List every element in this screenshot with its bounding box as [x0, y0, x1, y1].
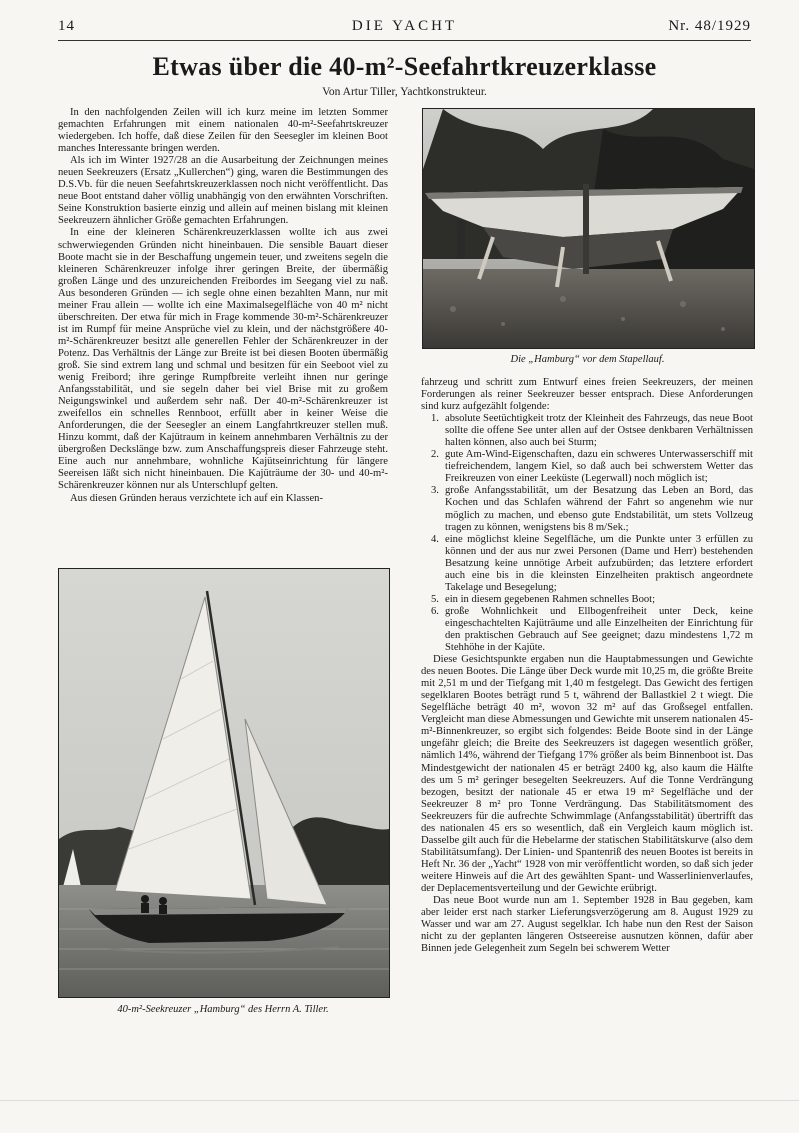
paragraph: Aus diesen Gründen heraus verzichtete ich auf ein Klassen-: [70, 492, 323, 504]
paragraph: In den nachfolgenden Zeilen will ich kurz meine im letzten Sommer gemachten Erfahrungen mit einem nationalen 40-m²-Seefahrtskreuzer wiedergeben. Ich hoffe, daß diese Zeilen für den Seesegler im kleinen Boot manches Interessante bringen werden.: [58, 107, 388, 155]
list-text: große Wohnlichkeit und Ellbogenfreiheit unter Deck, keine eingeschachtelten Kajüträume und alle Einzelheiten der Einrichtung für den praktischen Gebrauch auf See geeignet; dazu mindestens 1,72 m Stehhöhe in der Kajüte.: [445, 605, 753, 654]
list-text: absolute Seetüchtigkeit trotz der Kleinheit des Fahrzeugs, das neue Boot sollte die offene See unter allen auf der Ostsee denkbaren Verhältnissen halten können, also auch bei Sturm;: [445, 413, 753, 449]
list-number: 1.: [431, 413, 439, 425]
running-header: [58, 18, 751, 38]
list-item: [431, 485, 753, 533]
article-byline: Von Artur Tiller, Yachtkonstrukteur.: [322, 86, 487, 98]
list-number: 2.: [431, 449, 439, 461]
list-number: 4.: [431, 533, 439, 545]
photo-sailing-yacht: [58, 568, 390, 998]
list-text: eine möglichst kleine Segelfläche, um die Punkte unter 3 erfüllen zu können und der aus nur zwei Personen (Dame und Herr) bestehenden Besatzung keine unnötige Arbeit aufzubürden; das letztere erfordert auch eine bis in die kleinsten Einzelheiten praktisch angeordnete Takelage und Besegelung;: [445, 533, 753, 593]
list-item: [431, 413, 753, 449]
article-title: Etwas über die 40-m²-Seefahrtkreuzerklasse: [152, 52, 657, 81]
page-bottom-rule: [0, 1100, 799, 1101]
requirements-list: [421, 413, 753, 654]
list-number: 3.: [431, 485, 439, 497]
list-item: [431, 449, 753, 485]
paragraph: Diese Gesichtspunkte ergaben nun die Hauptabmessungen und Gewichte des neuen Bootes. Die Länge über Deck wurde mit 10,25 m, die größte Breite mit 2,51 m und der Tiefgang mit 1,40 m festgelegt. Das Gewicht des fertigen segelklaren Bootes beträgt rund 5 t, während der Ballastkiel 2 t wiegt. Die Segelfläche beträgt 40 m², wovon 32 m² auf das Großsegel entfallen. Vergleicht man diese Abmessungen und Gewichte mit unserem nationalen 45-m²-Binnenkreuzer, so ergibt sich folgendes: Beide Boote sind in der Länge ungefähr gleich; die Breite des Seekreuzers ist dagegen wesentlich größer, nämlich 14%, während der Tiefgang 17% größer als beim Binnenboot ist. Das Mindestgewicht der nationalen 45 er beträgt 2400 kg, also kaum die Hälfte des um 5 m² geringer besegelten Seekreuzers. Auf die Tonne Verdrängung bezogen, besitzt der nationale 45 er etwa 19 m² Segelfläche und der Seekreuzer 8 m² pro Tonne Verdrängung. Das Stabilitätsmoment des Seekreuzers für die aufrechte Schwimmlage (Anfangsstabilität) übertrifft das des nationalen 45 ers so wesentlich, daß ein Vergleich kaum möglich ist. Dasselbe gilt auch für die Hebelarme der statischen Stabilitätskurve (also dem Stabilitätsumfang). Der Linien- und Spantenriß des neuen Bootes ist bereits in Heft Nr. 36 der „Yacht“ 1928 von mir veröffentlicht worden, so daß sich jeder weitere Hinweis auf die Art des gewählten Spant- und Wasserlinienverlaufes, der Deplacementsverteilung und der Gewichte erübrigt.: [421, 654, 753, 894]
issue-number: Nr. 48/1929: [668, 18, 751, 34]
list-number: 6.: [431, 605, 439, 617]
figure-caption: 40-m²-Seekreuzer „Hamburg“ des Herrn A. Tiller.: [117, 1004, 329, 1015]
journal-title: DIE YACHT: [351, 18, 458, 34]
list-item: [431, 534, 753, 594]
right-column-text: [421, 377, 753, 1017]
list-item: [431, 606, 753, 654]
paragraph: fahrzeug und schritt zum Entwurf eines freien Seekreuzers, der meinen Forderungen als reiner Seekreuzer besser entsprach. Diese Anforderungen sind kurz aufgezählt folgende:: [421, 377, 753, 413]
left-column-text: [58, 107, 388, 559]
photo-boat-on-slipway: [422, 108, 755, 349]
list-text: große Anfangsstabilität, um der Besatzung das Leben an Bord, das Kochen und das Schlafen während der Fahrt so angenehm wie nur möglich zu machen, und ebenso gute Endstabilität, um stets Vollzeug tragen zu können, wenigstens bis 8 m/Sek.;: [445, 485, 753, 533]
list-text: gute Am-Wind-Eigenschaften, dazu ein schweres Unterwasserschiff mit tiefreichendem, langem Kiel, so daß auch bei schwerstem Wetter das Freikreuzen von einer Leeküste (Legerwall) noch möglich ist;: [445, 449, 753, 485]
page-number: 14: [58, 18, 75, 34]
list-item: [431, 594, 753, 606]
list-text: ein in diesem gegebenen Rahmen schnelles Boot;: [445, 593, 656, 605]
list-number: 5.: [431, 593, 439, 605]
paragraph: In eine der kleineren Schärenkreuzerklassen wollte ich aus zwei schwerwiegenden Gründen nicht hineinbauen. Die sensible Bauart dieser Boote macht sie in der Beschaffung ungemein teuer, und zweitens segeln die kleineren Schärenkreuzer infolge ihrer geringen Breite, der übermäßig großen Länge und des unzureichenden Freibordes im Seegang viel zu naß. Aus besonderen Gründen — ich segle ohne einen bezahlten Mann, nur mit meiner Frau allein — wollte ich eine Maximalsegelfläche von 40 m² nicht überschreiten. Der etwa für mich in Frage kommende 30-m²-Schärenkreuzer ist im Rumpf für meine Ansprüche viel zu klein, und der nächstgrößere 40-m²-Schärenkreuzer besitzt alle generellen Fehler der Schärenkreuzer in der Potenz. Das Verhältnis der Länge zur Breite ist bei diesen Booten übermäßig groß. Sie sind extrem lang und schmal und besitzen für ein Seeboot viel zu wenig Freibord; ihre geringe Rumpfbreite verleiht ihnen nur geringe Anfangsstabilität, und sie segeln daher bei viel Brise mit zu großem Neigungswinkel und außerdem sehr naß. Der 40-m²-Schärenkreuzer ist zweifellos ein schnelles Rennboot, erfüllt aber in keiner Weise die Anforderungen, die der Seesegler an einem Langfahrtkreuzer stellen muß. Hinzu kommt, daß der Kajütraum in keinem annehmbaren Verhältnis zu der übergroßen Deckslänge bzw. zum Anschaffungspreis dieser Fahrzeuge steht. Eine auch nur annehmbare, wohnliche Kajütseinrichtung für längere Seereisen läßt sich nicht hineinbauen. Die Kajüträume der 30- und 40-m²-Schärenkreuzer können nur als Unterschlupf gelten.: [58, 227, 388, 492]
figure-caption: Die „Hamburg“ vor dem Stapellauf.: [510, 354, 665, 365]
header-rule: [58, 40, 751, 41]
paragraph: Als ich im Winter 1927/28 an die Ausarbeitung der Zeichnungen meines neuen Seekreuzers (Ersatz „Kullerchen“) ging, waren die Bestimmungen des D.S.Vb. für die neuen Seefahrtskreuzerklassen noch nicht veröffentlicht. Das neue Boot entstand daher völlig unabhängig von den erwähnten Vorschriften. Seine Konstruktion basierte einzig und allein auf meinen bislang mit kleinen Seekreuzern ähnlicher Größe gemachten Erfahrungen.: [58, 155, 388, 227]
paragraph: Das neue Boot wurde nun am 1. September 1928 in Bau gegeben, kam aber leider erst nach starker Lieferungsverzögerung am 8. August 1929 zu Wasser und war am 27. August segelklar. Ich habe nun den Rest der Saison nicht zu der geplanten längeren Ostseereise ausnutzen können, dafür aber Binnen jede Gelegenheit zum Segeln bei schwerem Wetter: [421, 895, 753, 955]
